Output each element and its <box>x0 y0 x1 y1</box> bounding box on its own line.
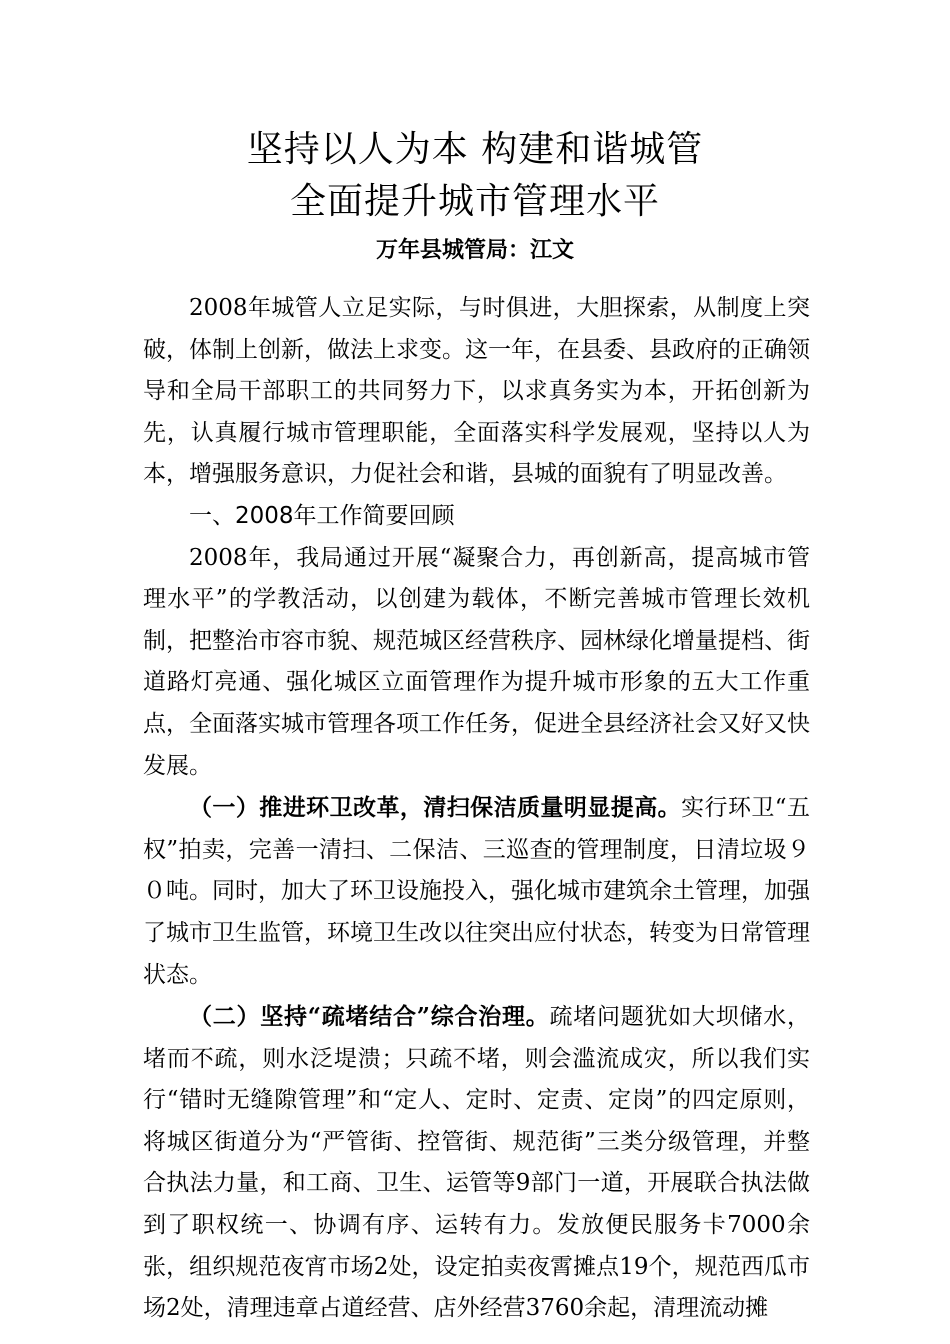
document-title-line-1: 坚持以人为本 构建和谐城管 <box>246 129 704 170</box>
paragraph-text: 疏堵问题犹如大坝储水，堵而不疏，则水泛堤溃；只疏不堵，则会滥流成灾，所以我们实行“错时无缝隙管理”和“定人、定时、定责、定岗”的四定原则，将城区街道分为“严管街、控管街、规范街”三类分级管理，并整合执法力量，和工商、卫生、运管等9部门一道，开展联合执法做到了职权统一、协调有序、运转有力。发放便民服务卡7000余张，组织规范夜宵市场2处，设定拍卖夜霄摊点19个，规范西瓜市场2处，清理违章占道经营、店外经营3760余起，清理流动摊 <box>143 1004 810 1322</box>
paragraph-overview <box>143 538 810 788</box>
section-heading <box>143 496 810 538</box>
paragraph-text: 2008年城管人立足实际，与时俱进，大胆探索，从制度上突破，体制上创新，做法上求变。这一年，在县委、县政府的正确领导和全局干部职工的共同努力下，以求真务实为本，开拓创新为先，认真履行城市管理职能，全面落实科学发展观，坚持以人为本，增强服务意识，力促社会和谐，县城的面貌有了明显改善。 <box>143 295 810 488</box>
paragraph-text: 2008年，我局通过开展“凝聚合力，再创新高，提高城市管理水平”的学教活动，以创建为载体，不断完善城市管理长效机制，把整治市容市貌、规范城区经营秩序、园林绿化增量提档、街道路灯亮通、强化城区立面管理作为提升城市形象的五大工作重点，全面落实城市管理各项工作任务，促进全县经济社会又好又快发展。 <box>143 544 810 779</box>
paragraph-governance <box>143 996 810 1330</box>
section-heading-text: 一、2008年工作简要回顾 <box>189 502 455 529</box>
paragraph-sanitation <box>143 787 810 996</box>
paragraph-lead: （二）坚持“疏堵结合”综合治理。 <box>189 1003 550 1031</box>
paragraph-text: 实行环卫“五权”拍卖，完善一清扫、二保洁、三巡查的管理制度，日清垃圾９０吨。同时，加大了环卫设施投入，强化城市建筑余土管理，加强了城市卫生监管，环境卫生改以往突出应付状态，转变为日常管理状态。 <box>143 795 810 988</box>
paragraph-intro <box>143 288 810 496</box>
document-author: 万年县城管局：江文 <box>375 237 574 263</box>
document-title-line-2: 全面提升城市管理水平 <box>289 181 660 222</box>
paragraph-lead: （一）推进环卫改革，清扫保洁质量明显提高。 <box>189 794 682 822</box>
document-body <box>143 288 810 1330</box>
